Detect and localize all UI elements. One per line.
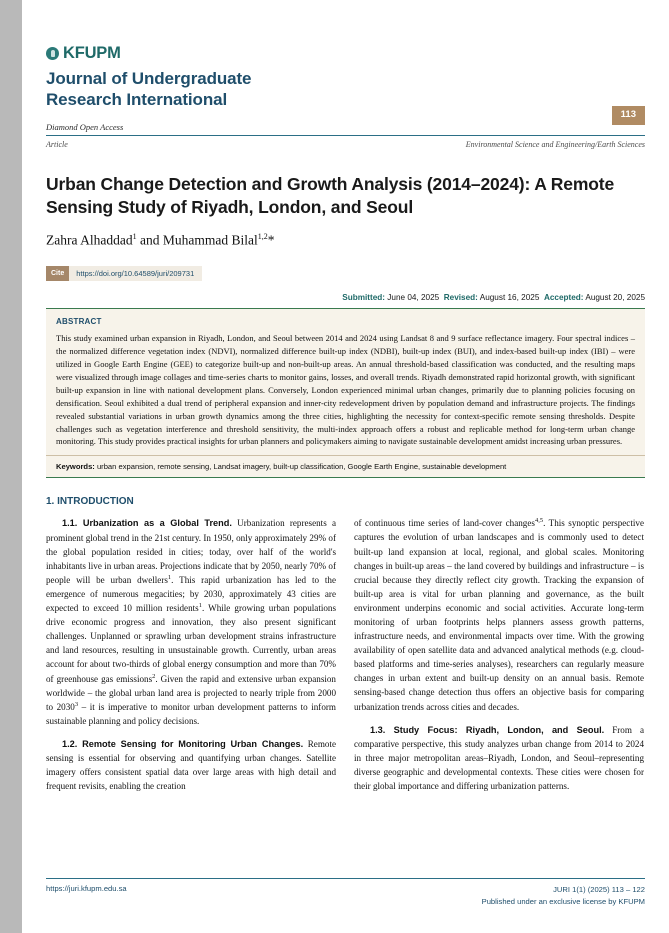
- paragraph-1-1-text-e: – it is imperative to monitor urban development patterns to inform sustainable planning and policy decisions.: [46, 701, 336, 726]
- paragraph-continued-text-a: of continuous time series of land-cover changes: [354, 518, 535, 529]
- reference-marker-3[interactable]: 2: [152, 672, 156, 680]
- journal-title-line2: Research International: [46, 90, 228, 110]
- journal-title: [46, 68, 645, 110]
- reference-marker-2[interactable]: 1: [198, 602, 202, 610]
- page-number-badge: 113: [612, 106, 645, 125]
- publication-dates: [46, 293, 645, 302]
- doi-link[interactable]: https://doi.org/10.64589/juri/209731: [76, 269, 195, 279]
- paragraph-continued: [354, 516, 644, 713]
- paragraph-1-1-text-d: . Given the rapid and extensive urban expansion worldwide – the global urban land area is projected to nearly triple from 2000 to 2030: [46, 673, 336, 712]
- abstract-box: [46, 308, 645, 478]
- article-meta-row: [46, 140, 645, 149]
- open-access-label: Diamond Open Access: [46, 122, 124, 133]
- kfupm-circle-logo-icon: [46, 47, 59, 60]
- footer-journal-url[interactable]: https://juri.kfupm.edu.sa: [46, 884, 127, 894]
- footer-citation: JURI 1(1) (2025) 113 – 122: [553, 885, 645, 895]
- paragraph-1-1-text-b: . This rapid urbanization has led to the emergence of numerous megacities; by 2030, approximately 43 cities are expected to exceed 10 million residents: [46, 574, 336, 614]
- subsection-heading-1-3: 1.3. Study Focus: Riyadh, London, and Seoul.: [370, 724, 605, 735]
- paragraph-1-1-text-a: Urbanization represents a prominent global trend in the 21st century. In 1950, only approximately 29% of the global population resided in cities; today, over half of the world's inhabitants live in urban areas. Projections indicate that by 2050, nearly 70% of people will be urban dwellers: [46, 518, 336, 585]
- reference-marker-1[interactable]: 1: [167, 573, 172, 581]
- footer-right-block: [482, 884, 645, 907]
- journal-title-line1: Journal of Undergraduate: [46, 69, 252, 88]
- paragraph-1-2: [46, 737, 336, 794]
- reference-marker-4[interactable]: 3: [74, 700, 79, 708]
- paragraph-1-1: [46, 516, 336, 728]
- paragraph-1-3-text: From a comparative perspective, this study analyzes urban change from 2014 to 2024 in three major metropolitan areas–Riyadh, London, and Seoul–representing diverse geographic and developmental contexts. These cities were chosen for their global importance and differing urbanization patterns.: [354, 724, 644, 792]
- footer-divider: [46, 878, 645, 879]
- submitted-label: Submitted:: [342, 293, 386, 303]
- footer-license: Published under an exclusive license by KFUPM: [481, 896, 645, 906]
- revised-value: August 16, 2025: [479, 293, 540, 303]
- keywords-band: [46, 455, 645, 477]
- section-heading-introduction: 1. INTRODUCTION: [46, 496, 134, 508]
- author-list: Zahra Alhaddad$^1$ and Muhammad Bilal$^{1,2}$*: [46, 231, 275, 248]
- submitted-value: June 04, 2025: [387, 293, 440, 303]
- keywords-value: urban expansion, remote sensing, Landsat imagery, built-up classification, Google Earth Engine, sustainable development: [96, 462, 507, 472]
- journal-logo: [46, 44, 645, 63]
- page-footer: [46, 878, 645, 907]
- subsection-heading-1-2: 1.2. Remote Sensing for Monitoring Urban Changes.: [62, 739, 304, 749]
- left-column: [46, 516, 336, 802]
- reference-marker-45[interactable]: 4,5: [534, 517, 544, 525]
- paragraph-continued-text-b: . This synoptic perspective captures the evolution of urban landscapes and is commonly used to detect built-up land expansion at local, regional, and global scales. Monitoring changes in built-up areas – the land covered by buildings and infrastructure – is crucial because they directly reflect city growth. Tracking the expansion of built-up area is vital for urban planning and governance, as the built environment underpins economic and social activities. Accurate long-term monitoring of urban footprints helps planners assess growth patterns, infrastructure needs, and environmental impacts over time. With the growing availability of open satellite data and advanced analytical methods (e.g. cloud-based platforms and time-series analyses), researchers can regularly measure changes in urban extent and built-up density on an annual basis. Remote sensing-based change detection thus offers an objective basis for comparing urbanization trends across cities and decades.: [354, 518, 644, 712]
- cite-label: Cite: [46, 266, 69, 281]
- kfupm-wordmark: KFUPM: [63, 44, 121, 62]
- accepted-label: Accepted:: [543, 293, 584, 303]
- page-title: Urban Change Detection and Growth Analysis (2014–2024): A Remote Sensing Study of Riyadh, London, and Seoul: [46, 174, 615, 217]
- subject-area-label: Environmental Science and Engineering/Earth Sciences: [465, 140, 645, 150]
- subsection-heading-1-1: 1.1. Urbanization as a Global Trend.: [62, 518, 232, 529]
- article-type-label: Article: [46, 140, 68, 150]
- body-columns: [46, 516, 645, 802]
- masthead-divider: [46, 135, 645, 136]
- revised-label: Revised:: [443, 293, 478, 303]
- citation-doi-row[interactable]: [46, 266, 202, 281]
- paragraph-1-2-text: Remote sensing is essential for observing and quantifying urban changes. Satellite imagery offers consistent spatial data over large areas with high detail and frequent revisits, enabling the creation: [46, 739, 336, 792]
- keywords-label: Keywords:: [56, 462, 95, 472]
- abstract-heading: ABSTRACT: [56, 317, 102, 327]
- accepted-value: August 20, 2025: [585, 293, 645, 303]
- right-column: [354, 516, 644, 802]
- abstract-text: This study examined urban expansion in Riyadh, London, and Seoul between 2014 and 2024 using Landsat 8 and 9 surface reflectance imagery. Four spectral indices – the normalized difference vegetation index (NDVI), normalized difference built-up index (NDBI), built-up index (BUI), and index-based built-up index (IBI) – were utilized in Google Earth Engine (GEE) to categorize built-up and non-built-up areas. An annual threshold-based classification was conducted, and the resulting maps were visualized through image collages and time-series charts to monitor gains, losses, and overall trends. Riyadh demonstrated rapid horizontal growth, with significant built-up expansion in line with national development plans. Conversely, London experienced minimal urban changes, primarily due to planning policies focusing on densification. Seoul exhibited a dual trend of peripheral expansion and inner-city redevelopment driven by population demand and infrastructure projects. The findings revealed substantial variations in urban growth dynamics among the three cities, highlighting the necessity for context-specific remote sensing thresholds. Despite challenges such as vegetation interference and threshold sensitivity, the multi-index approach offers a robust and replicable method for long-term urban change monitoring. This study provides practical insights for urban planners and policymakers aiming to navigate sustainable development amidst increasing urban pressures.: [56, 333, 635, 447]
- article-page: [22, 0, 669, 933]
- paragraph-1-3: [354, 723, 644, 794]
- masthead: [46, 0, 645, 149]
- paragraph-1-1-text-c: . While growing urban populations drive economic progress and innovation, they also present significant challenges. Unplanned or sprawling urban development strains infrastructure and land resources, resulting in unsustainable growth. Currently, urban areas account for about two-thirds of global energy consumption and more than 70% of greenhouse gas emissions: [46, 603, 337, 684]
